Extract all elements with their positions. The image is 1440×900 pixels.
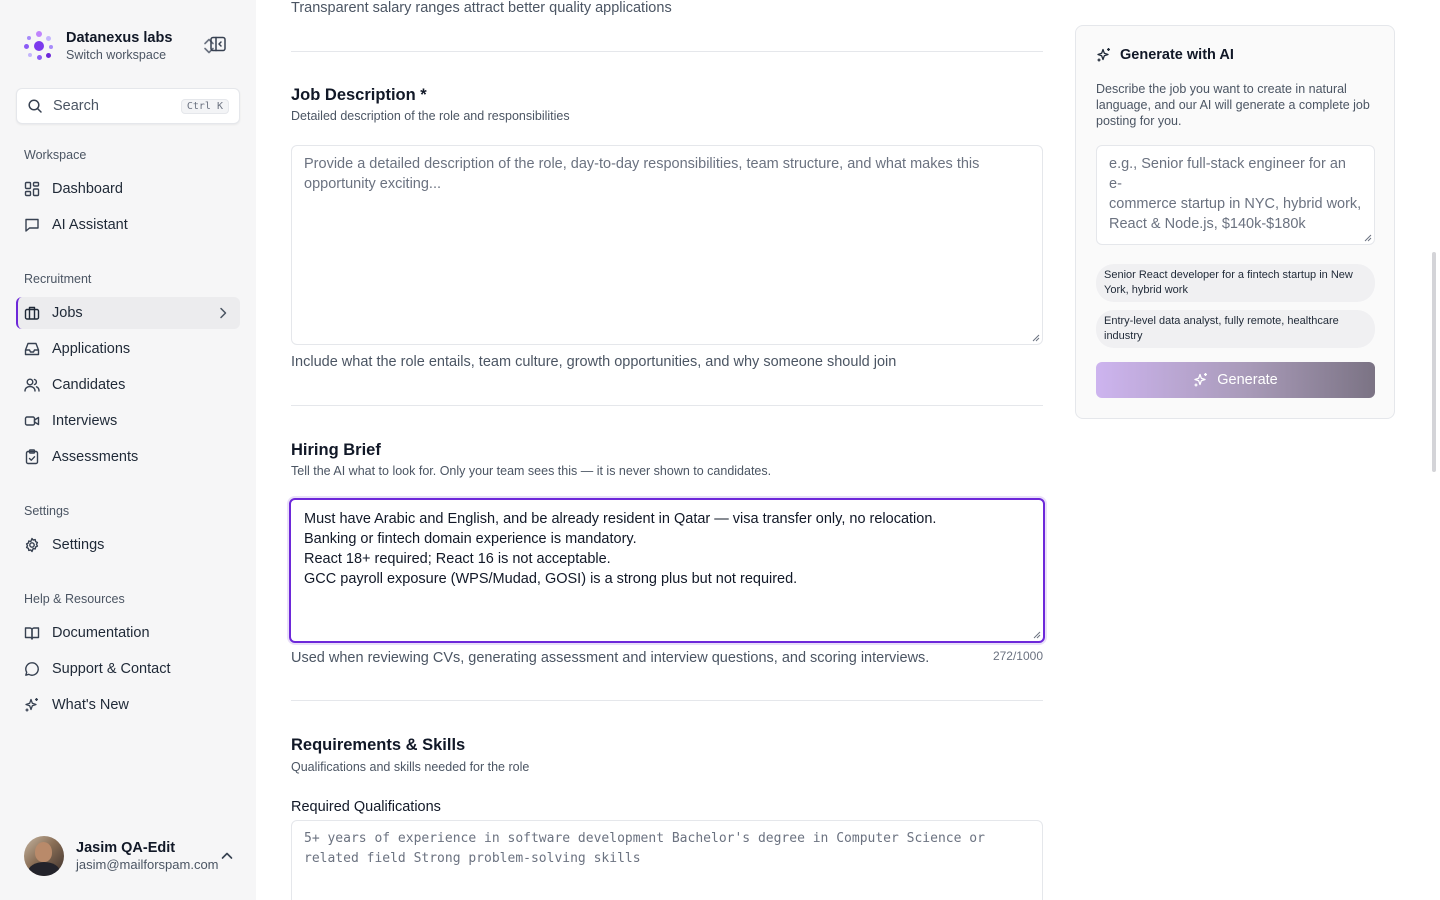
sidebar-item-candidates[interactable]: [16, 369, 240, 401]
sidebar-item-label: Documentation: [52, 625, 150, 641]
generate-button[interactable]: [1096, 362, 1375, 398]
message-circle-icon: [24, 661, 40, 677]
workspace-switch-label: Switch workspace: [66, 48, 167, 62]
section-divider: [291, 405, 1043, 406]
sidebar-item-label: Settings: [52, 537, 105, 553]
hiring-brief-hint: Used when reviewing CVs, generating assessment and interview questions, and scoring interviews.: [291, 650, 930, 666]
sidebar-collapse-icon[interactable]: [209, 35, 227, 53]
page-scrollbar[interactable]: [1428, 0, 1440, 900]
clipboard-check-icon: [24, 449, 40, 465]
sidebar-item-label: Candidates: [52, 377, 126, 393]
avatar: [24, 836, 64, 876]
search-icon: [27, 98, 43, 114]
required-qualifications-label: Required Qualifications: [291, 799, 441, 815]
user-email: jasim@mailforspam.com: [76, 857, 219, 872]
hiring-brief-textarea[interactable]: [289, 498, 1045, 643]
section-divider: [291, 700, 1043, 701]
sidebar-item-interviews[interactable]: [16, 405, 240, 437]
sidebar-item-label: Assessments: [52, 449, 139, 465]
book-open-icon: [24, 625, 40, 641]
user-menu[interactable]: [24, 834, 240, 878]
resize-handle-icon[interactable]: [1364, 234, 1372, 242]
sparkles-icon: [1193, 372, 1209, 388]
workspace-switcher[interactable]: [24, 26, 234, 66]
required-qualifications-placeholder-cont: related field Strong problem-solving skills: [304, 851, 641, 866]
sidebar-item-settings[interactable]: [16, 529, 240, 561]
sidebar-item-label: Jobs: [52, 305, 83, 321]
workspace-name: Datanexus labs: [66, 30, 173, 46]
group-label-settings: Settings: [24, 504, 70, 518]
sidebar-item-dashboard[interactable]: [16, 173, 240, 205]
users-icon: [24, 377, 40, 393]
hiring-brief-line: Must have Arabic and English, and be already resident in Qatar — visa transfer only, no relocation.: [304, 511, 937, 527]
sidebar-item-ai-assistant[interactable]: [16, 209, 240, 241]
search-input[interactable]: [16, 88, 240, 124]
sparkles-icon: [24, 697, 40, 713]
briefcase-icon: [24, 305, 40, 321]
hiring-brief-title: Hiring Brief: [291, 441, 381, 459]
ai-prompt-textarea[interactable]: [1096, 145, 1375, 245]
sidebar-item-label: AI Assistant: [52, 217, 128, 233]
required-qualifications-textarea[interactable]: [291, 820, 1043, 900]
message-square-icon: [24, 217, 40, 233]
gear-icon: [24, 537, 40, 553]
ai-prompt-placeholder: e.g., Senior full-stack engineer for an e-: [1109, 156, 1346, 192]
sidebar-item-label: What's New: [52, 697, 129, 713]
sidebar-item-applications[interactable]: [16, 333, 240, 365]
sidebar-item-label: Dashboard: [52, 181, 123, 197]
resize-handle-icon[interactable]: [1033, 631, 1041, 639]
hiring-brief-line: GCC payroll exposure (WPS/Mudad, GOSI) is a strong plus but not required.: [304, 571, 798, 587]
ai-generate-panel: [1075, 25, 1395, 419]
job-description-title: Job Description *: [291, 86, 427, 104]
search-label: Search: [53, 98, 99, 114]
ai-prompt-placeholder: React & Node.js, $140k-$180k: [1109, 216, 1306, 232]
ai-panel-description: Describe the job you want to create in natural language, and our AI will generate a complete job posting for you.: [1096, 82, 1370, 128]
generate-button-label: Generate: [1217, 372, 1278, 388]
sidebar-item-documentation[interactable]: [16, 617, 240, 649]
job-description-placeholder: Provide a detailed description of the role, day-to-day responsibilities, team structure, and what makes this: [304, 156, 980, 172]
chevron-up-icon: [220, 849, 234, 863]
section-divider: [291, 51, 1043, 52]
character-counter: 272/1000: [992, 649, 1043, 663]
salary-hint: Transparent salary ranges attract better quality applications: [291, 0, 672, 16]
scrollbar-thumb[interactable]: [1432, 252, 1436, 472]
sidebar-item-label: Applications: [52, 341, 131, 357]
requirements-title: Requirements & Skills: [291, 736, 466, 754]
suggestion-chip[interactable]: Senior React developer for a fintech startup in New York, hybrid work: [1096, 264, 1375, 302]
sidebar-item-support[interactable]: [16, 653, 240, 685]
sidebar-item-whats-new[interactable]: [16, 689, 240, 721]
dashboard-icon: [24, 181, 40, 197]
group-label-recruitment: Recruitment: [24, 272, 92, 286]
job-description-placeholder-cont: opportunity exciting...: [304, 176, 442, 192]
ai-panel-title: Generate with AI: [1120, 47, 1234, 63]
chevron-right-icon: [216, 306, 230, 320]
resize-handle-icon[interactable]: [1032, 334, 1040, 342]
ai-prompt-placeholder: commerce startup in NYC, hybrid work,: [1109, 196, 1362, 212]
job-description-subtitle: Detailed description of the role and responsibilities: [291, 109, 570, 123]
hiring-brief-line: Banking or fintech domain experience is mandatory.: [304, 531, 637, 547]
hiring-brief-line: React 18+ required; React 16 is not acceptable.: [304, 551, 611, 567]
requirements-subtitle: Qualifications and skills needed for the role: [291, 760, 530, 774]
job-description-hint: Include what the role entails, team culture, growth opportunities, and why someone should join: [291, 354, 897, 370]
search-shortcut: Ctrl K: [181, 99, 229, 114]
video-icon: [24, 413, 40, 429]
inbox-icon: [24, 341, 40, 357]
sparkles-icon: [1096, 47, 1112, 63]
group-label-help: Help & Resources: [24, 592, 125, 606]
hiring-brief-subtitle: Tell the AI what to look for. Only your team sees this — it is never shown to candidates.: [291, 464, 772, 478]
user-name: Jasim QA-Edit: [76, 840, 176, 856]
suggestion-chip[interactable]: Entry-level data analyst, fully remote, healthcare industry: [1096, 310, 1375, 348]
sidebar: [0, 0, 256, 900]
sidebar-item-label: Support & Contact: [52, 661, 171, 677]
sidebar-item-jobs[interactable]: [16, 297, 240, 329]
sidebar-item-assessments[interactable]: [16, 441, 240, 473]
workspace-logo-icon: [24, 31, 54, 61]
group-label-workspace: Workspace: [24, 148, 87, 162]
job-description-textarea[interactable]: [291, 145, 1043, 345]
sidebar-item-label: Interviews: [52, 413, 118, 429]
required-qualifications-placeholder: 5+ years of experience in software development Bachelor's degree in Computer Science or: [304, 831, 985, 846]
